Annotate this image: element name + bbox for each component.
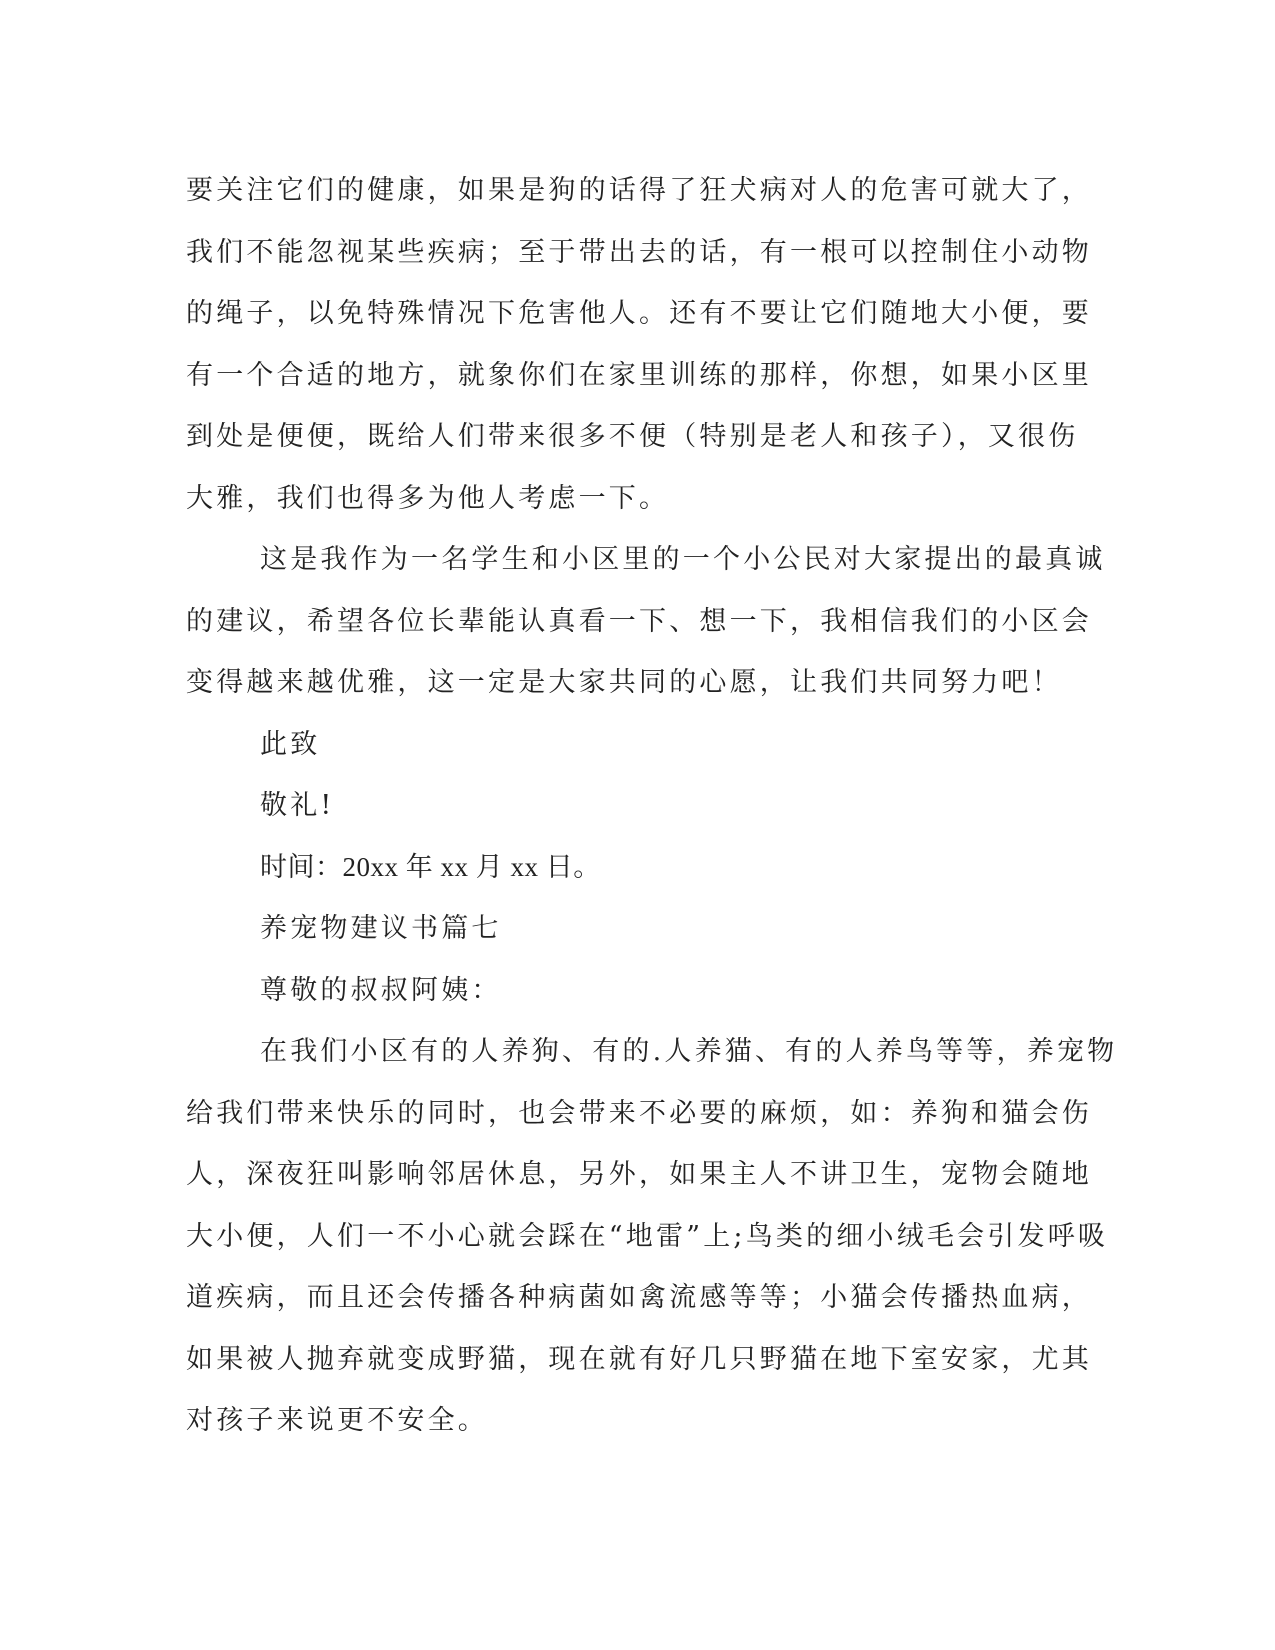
body-line: 如果被人抛弃就变成野猫，现在就有好几只野猫在地下室安家，尤其 (186, 1343, 1092, 1375)
body-line: 变得越来越优雅，这一定是大家共同的心愿，让我们共同努力吧！ (186, 667, 1062, 698)
closing-line: 敬礼! (260, 790, 335, 821)
body-line: 有一个合适的地方，就象你们在家里训练的那样，你想，如果小区里 (186, 359, 1092, 391)
body-line: 给我们带来快乐的同时，也会带来不必要的麻烦，如：养狗和猫会伤 (186, 1097, 1092, 1129)
body-line: 的绳子，以免特殊情况下危害他人。还有不要让它们随地大小便，要 (186, 298, 1092, 329)
body-line: 道疾病，而且还会传播各种病菌如禽流感等等；小猫会传播热血病， (186, 1282, 1092, 1313)
salutation-line: 此致 (260, 728, 321, 760)
body-line: 大小便，人们一不小心就会踩在“地雷”上;鸟类的细小绒毛会引发呼吸 (186, 1220, 1109, 1252)
document-body (186, 160, 1118, 1452)
section-heading: 养宠物建议书篇七 (260, 913, 502, 944)
body-line: 的建议，希望各位长辈能认真看一下、想一下，我相信我们的小区会 (186, 605, 1092, 637)
body-line: 到处是便便，既给人们带来很多不便（特别是老人和孩子），又很伤 (186, 421, 1079, 452)
body-line: 这是我作为一名学生和小区里的一个小公民对大家提出的最真诚 (260, 544, 1106, 575)
body-line: 人，深夜狂叫影响邻居休息，另外，如果主人不讲卫生，宠物会随地 (186, 1159, 1092, 1190)
body-line: 大雅，我们也得多为他人考虑一下。 (186, 482, 670, 514)
date-line: 时间：20xx 年 xx 月 xx 日。 (260, 851, 601, 882)
body-line: 在我们小区有的人养狗、有的.人养猫、有的人养鸟等等，养宠物 (260, 1036, 1118, 1067)
body-line: 要关注它们的健康，如果是狗的话得了狂犬病对人的危害可就大了， (186, 175, 1092, 206)
greeting-line: 尊敬的叔叔阿姨： (260, 974, 502, 1006)
body-line: 我们不能忽视某些疾病；至于带出去的话，有一根可以控制住小动物 (186, 236, 1092, 268)
body-line: 对孩子来说更不安全。 (186, 1405, 488, 1436)
